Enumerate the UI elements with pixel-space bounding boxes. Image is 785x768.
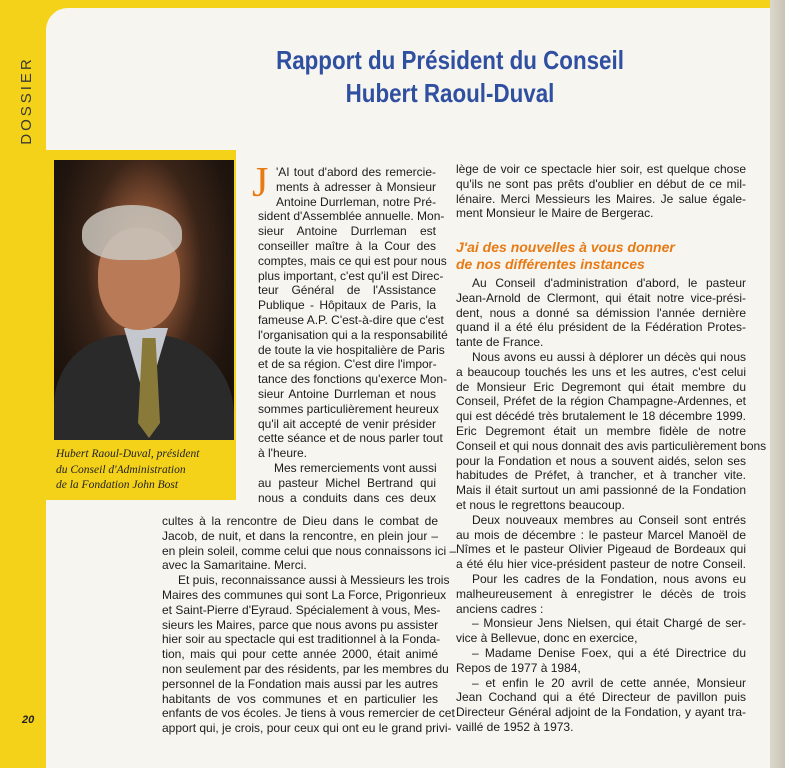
text-line: en plein soleil, comme celui que nous connaissons ici – xyxy=(162,543,457,558)
text-line: Repos de 1977 à 1984, xyxy=(456,660,581,675)
subheading-line-1: J'ai des nouvelles à vous donner xyxy=(456,239,675,255)
text-line: sieurs les Maires, parce que nous avons pu assister xyxy=(162,617,439,632)
caption-line: Hubert Raoul-Duval, président xyxy=(56,448,200,460)
text-line: – et enfin le 20 avril de cette année, Monsieur xyxy=(472,675,746,690)
text-line: Au Conseil d'administration d'abord, le pasteur xyxy=(472,276,746,290)
text-line: et de sa région. C'est dire l'impor- xyxy=(258,357,437,372)
text-line: Conseil et qui nous donnait des avis particulièrement bons xyxy=(456,438,767,453)
text-line: pour la Fondation et nous a souvent aidés, selon ses xyxy=(456,453,746,468)
text-line: ment Monsieur le Maire de Bergerac. xyxy=(456,206,654,221)
page-number: 20 xyxy=(22,714,35,726)
text-line: cultes à la rencontre de Dieu dans le combat de xyxy=(162,514,438,528)
text-line: vaillé de 1952 à 1973. xyxy=(456,719,574,734)
text-line: ments à adresser à Monsieur xyxy=(276,179,436,194)
text-line: enfants de vos écoles. Je tiens à vous remercier de cet xyxy=(162,706,455,721)
text-line: – Madame Denise Foex, qui a été Directrice du xyxy=(472,645,746,660)
page-edge xyxy=(770,0,785,768)
text-line: habitants de vos communes et en particulier les xyxy=(162,691,438,706)
text-line: dent, nous a donné sa démission l'année dernière xyxy=(456,305,746,320)
text-line: apport qui, je crois, pour ceux qui ont eu le grand privi- xyxy=(162,721,452,736)
text-line: – Monsieur Jens Nielsen, qui était Chargé de ser- xyxy=(472,616,746,631)
text-line: qui est décédé très brutalement le 18 décembre 1999. xyxy=(456,409,746,424)
text-line: conseiller maître à la Cour des xyxy=(258,238,436,253)
text-line: lénaire. Merci Messieurs les Maires. Je salue égale- xyxy=(456,191,746,206)
text-line: l'organisation qui a la responsabilité xyxy=(258,327,448,342)
text-line: et Saint-Pierre d'Eyraud. Spécialement à vous, Mes- xyxy=(162,602,441,617)
text-line: quand il a été élu président de la Fédération Protes- xyxy=(456,320,746,335)
text-line: sieur Antoine Durrleman et nous xyxy=(258,386,436,401)
photo-caption xyxy=(56,447,232,494)
text-line: tance des fonctions qu'exerce Mon- xyxy=(258,372,448,387)
text-line: Directeur Général adjoint de la Fondation, y ayant tra- xyxy=(456,705,746,720)
page-title xyxy=(235,44,665,110)
title-line-1: Rapport du Président du Conseil xyxy=(276,45,624,75)
text-line: Nous avons eu aussi à déplorer un décès qui nous xyxy=(472,349,746,364)
article-column-2 xyxy=(456,276,767,735)
article-column-1-wide xyxy=(162,514,457,736)
text-line: plus important, c'est qu'il est Direc- xyxy=(258,268,444,283)
text-line: qu'ils ne sont pas prêts d'oublier en début de ce mil- xyxy=(456,176,746,191)
text-line: Eric Degremont était un membre fidèle de notre xyxy=(456,423,746,438)
text-line: malheureusement à enregistrer le décès de trois xyxy=(456,586,746,601)
text-line: Mes remerciements vont aussi xyxy=(274,460,437,475)
text-line: tante de France. xyxy=(456,335,544,350)
article-column-1 xyxy=(258,165,448,505)
subheading-line-2: de nos différentes instances xyxy=(456,256,645,272)
text-line: Et puis, reconnaissance aussi à Messieurs les trois xyxy=(178,573,450,588)
caption-line: du Conseil d'Administration xyxy=(56,463,186,476)
text-line: au mois de décembre : le pasteur Marcel Manoël de xyxy=(456,527,746,542)
text-line: Pour les cadres de la Fondation, nous avons eu xyxy=(472,571,746,586)
text-line: qu'il ait accepté de venir présider xyxy=(258,416,436,431)
photo-hair xyxy=(82,205,182,260)
text-line: de toute la vie hospitalière de Paris xyxy=(258,342,445,357)
text-line: a beaucoup touchés les uns et les autres, c'est celui xyxy=(456,364,746,379)
text-line: non seulement par des résidents, par les membres du xyxy=(162,661,449,676)
section-label xyxy=(14,40,38,160)
text-line: sieur Antoine Durrleman est xyxy=(258,224,436,239)
text-line: anciens cadres : xyxy=(456,601,544,616)
text-line: personnel de la Fondation mais aussi par les autres xyxy=(162,676,438,691)
text-line: sident d'Assemblée annuelle. Mon- xyxy=(258,209,445,224)
article-column-2-top xyxy=(456,162,746,221)
text-line: Publique - Hôpitaux de Paris, la xyxy=(258,298,436,313)
text-line: sommes particulièrement heureux xyxy=(258,401,439,416)
text-line: Jacob, de nuit, et dans la rencontre, en plein jour – xyxy=(162,528,438,543)
caption-line: de la Fondation John Bost xyxy=(56,479,179,491)
text-line: fameuse A.P. C'est-à-dire que c'est xyxy=(258,312,444,327)
section-label-text: DOSSIER xyxy=(17,55,35,145)
text-line: hier soir au spectacle qui est traditionnel à la Fonda- xyxy=(162,632,441,647)
text-line: au pasteur Michel Bertrand qui xyxy=(258,475,436,490)
text-line: nous a conduits dans ces deux xyxy=(258,490,436,505)
text-line: teur Général de l'Assistance xyxy=(258,283,436,298)
text-line: cette séance et de nous parler tout xyxy=(258,431,443,446)
text-line: et nous le regrettons beaucoup. xyxy=(456,497,625,512)
text-line: tion, mais qui pour cette année 2000, était animé xyxy=(162,647,438,662)
portrait-photo xyxy=(54,160,234,440)
subheading xyxy=(456,239,746,273)
text-line: Maires des communes qui sont La Force, Prigonrieux xyxy=(162,587,447,602)
text-line: lège de voir ce spectacle hier soir, est quelque chose xyxy=(456,162,746,176)
text-line: vice à Bellevue, donc en exercice, xyxy=(456,631,638,646)
text-line: avec la Samaritaine. Merci. xyxy=(162,558,307,573)
text-line: de Monsieur Eric Degremont qui était membre du xyxy=(456,379,746,394)
text-line: à l'heure. xyxy=(258,446,307,461)
text-line: a été élu hier vice-président pasteur de notre Conseil. xyxy=(456,557,746,572)
text-line: Jean Cochand qui a été Directeur de pavillon puis xyxy=(456,690,746,705)
text-line: Conseil, Préfet de la région Champagne-Ardennes, et xyxy=(456,394,746,409)
text-line: Nîmes et le pasteur Olivier Pigeaud de Bordeaux qui xyxy=(456,542,746,557)
text-line: Mais il était surtout un ami passionné de la Fondation xyxy=(456,483,746,498)
text-line: Deux nouveaux membres au Conseil sont entrés xyxy=(472,512,746,527)
text-line: Jean-Arnold de Clermont, qui était notre vice-prési- xyxy=(456,290,746,305)
title-line-2: Hubert Raoul-Duval xyxy=(345,78,555,108)
text-line: Antoine Durrleman, notre Pré- xyxy=(276,194,437,209)
drop-cap: J xyxy=(252,160,269,206)
text-line: comptes, mais ce qui est pour nous xyxy=(258,253,447,268)
text-line: 'AI tout d'abord des remercie- xyxy=(276,165,436,179)
text-line: habitudes de Préfet, à trancher, et à trancher vite. xyxy=(456,468,746,483)
